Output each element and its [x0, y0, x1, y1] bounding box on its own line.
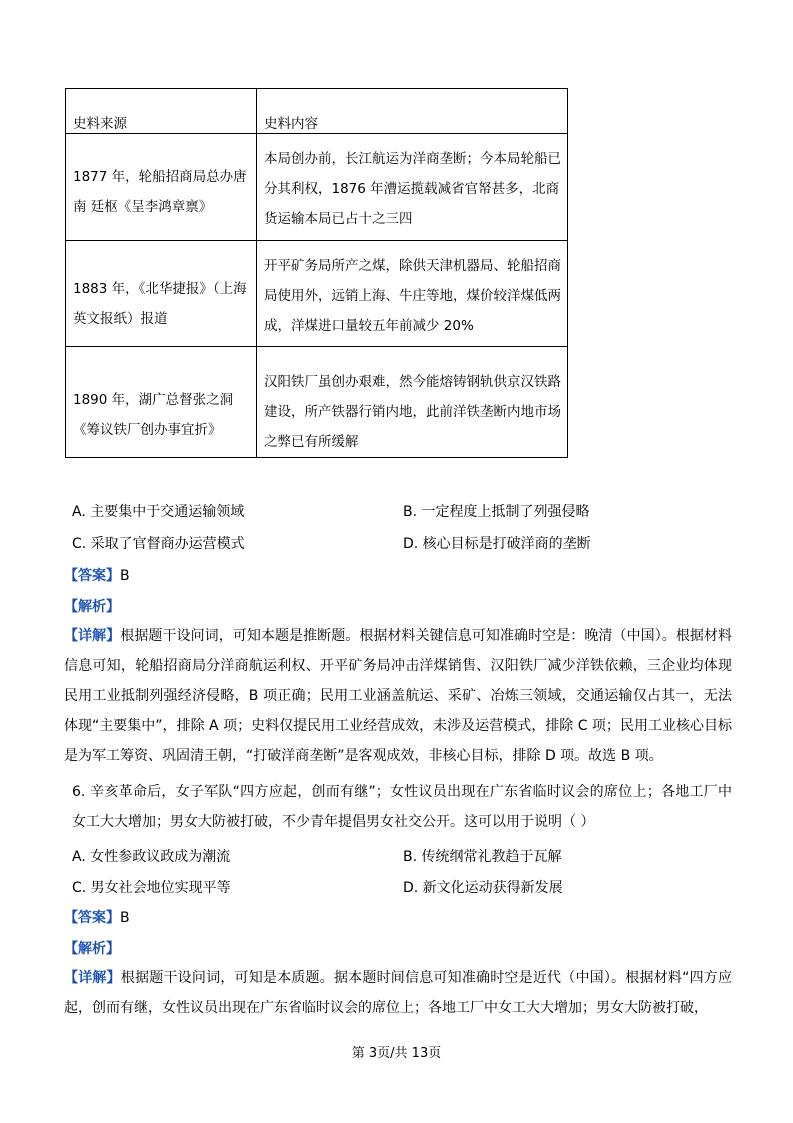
- q6-stem: 6. 辛亥革命后，女子军队“四方应起，创而有继”；女性议员出现在广东省临时议会的席位上；各地工厂中女工大大增加；男女大防被打破，不少青年提倡男女社交公开。这可以用于说明（ ）: [72, 784, 732, 830]
- header-content: 史料内容: [264, 116, 318, 132]
- q6-option-d: D. 新文化运动获得新发展: [403, 880, 563, 896]
- source-cell: [66, 347, 257, 458]
- content-cell: [257, 241, 568, 347]
- row-source: 1883 年，《北华捷报》（上海英文报纸）报道: [73, 281, 247, 327]
- q6-option-a: A. 女性参政议政成为潮流: [72, 849, 231, 865]
- row-source: 1890 年，湖广总督张之洞《筹议铁厂创办事宜折》: [73, 392, 234, 438]
- answer-tag: 【答案】: [64, 910, 120, 926]
- q6-detail-text: 根据题干设问词，可知是本质题。据本题时间信息可知准确时空是近代（中国）。根据材料“四方应起，创而有继，女性议员出现在广东省临时议会的席位上；各地工厂中女工大大增加；男女大防被打破，: [64, 970, 732, 1016]
- analysis-tag: 【解析】: [64, 941, 120, 957]
- q5-analysis-line: [64, 596, 120, 616]
- q6-analysis-line: [64, 938, 120, 958]
- q6-answer-line: [64, 907, 130, 927]
- answer-tag: 【答案】: [64, 568, 120, 584]
- q5-options-row-2: [72, 533, 732, 553]
- q5-answer-line: [64, 565, 130, 585]
- analysis-tag: 【解析】: [64, 599, 120, 615]
- q6-option-b: B. 传统纲常礼教趋于瓦解: [403, 849, 562, 865]
- q6-options-row-2: [72, 877, 732, 897]
- row-source: 1877 年，轮船招商局总办唐南 廷枢《呈李鸿章禀》: [73, 169, 247, 215]
- row-content: 汉阳铁厂虽创办艰难，然今能熔铸钢轨供京汉铁路建设，所产铁器行销内地，此前洋铁垄断内地市场之弊已有所缓解: [264, 374, 561, 450]
- q5-options-row-1: [72, 501, 732, 521]
- q5-answer: B: [120, 568, 130, 584]
- q5-option-b: B. 一定程度上抵制了列强侵略: [403, 504, 590, 520]
- table-row: [66, 134, 568, 241]
- table-row: [66, 241, 568, 347]
- q5-detail-text: 根据题干设问词，可知本题是推断题。根据材料关键信息可知准确时空是：晚清（中国）。根据材料信息可知，轮船招商局分洋商航运利权、开平矿务局冲击洋煤销售、汉阳铁厂减少洋铁依赖，三企业均体现民用工业抵制列强经济侵略，B 项正确；民用工业涵盖航运、采矿、冶炼三领域，交通运输仅占其一，无法体现“主要集中”，排除 A 项；史料仅提民用工业经营成效，未涉及运营模式，排除 C 项；民用工业核心目标是为军工筹资、巩固清王朝，“打破洋商垄断”是客观成效，非核心目标，排除 D 项。故选 B 项。: [64, 628, 733, 764]
- header-cell: [257, 89, 568, 134]
- detail-tag: 【详解】: [64, 628, 121, 644]
- q5-option-d: D. 核心目标是打破洋商的垄断: [403, 536, 591, 552]
- table-row: [66, 347, 568, 458]
- q6-option-c: C. 男女社会地位实现平等: [72, 880, 231, 896]
- q6-detail: [64, 963, 732, 1023]
- page-footer: 第 3页/共 13页: [351, 1046, 442, 1061]
- detail-tag: 【详解】: [64, 970, 121, 986]
- source-cell: [66, 241, 257, 347]
- q5-option-c: C. 采取了官督商办运营模式: [72, 536, 245, 552]
- q5-detail: [64, 621, 732, 771]
- table-header-row: [66, 89, 568, 134]
- content-cell: [257, 347, 568, 458]
- q6-options-row-1: [72, 846, 732, 866]
- row-content: 本局创办前，长江航运为洋商垄断；今本局轮船已分其利权，1876 年漕运揽载减省官帑甚多，北商货运输本局已占十之三四: [264, 151, 561, 227]
- source-table: [65, 88, 568, 458]
- source-cell: [66, 134, 257, 241]
- content-cell: [257, 134, 568, 241]
- header-cell: [66, 89, 257, 134]
- q6-answer: B: [120, 910, 130, 926]
- q5-option-a: A. 主要集中于交通运输领域: [72, 504, 245, 520]
- row-content: 开平矿务局所产之煤，除供天津机器局、轮船招商局使用外，远销上海、牛庄等地，煤价较洋煤低两成，洋煤进口量较五年前减少 20%: [264, 258, 561, 334]
- header-source: 史料来源: [73, 116, 127, 132]
